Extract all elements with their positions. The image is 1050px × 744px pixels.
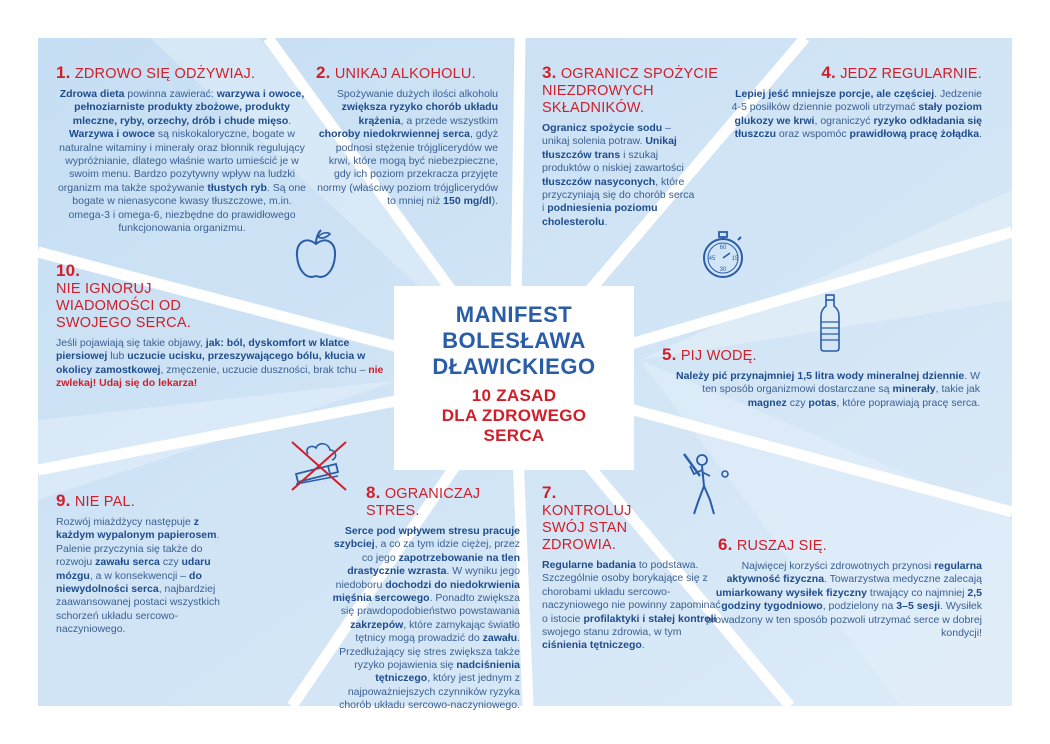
svg-text:30: 30 xyxy=(719,267,727,273)
highlight-segment: Ogranicz spożycie sodu xyxy=(542,122,663,134)
rule-5-text xyxy=(662,370,980,410)
highlight-segment: do niewydolności serca xyxy=(56,569,202,596)
highlight-segment: uczucie ucisku, przeszywającego bólu, kłucia w okolicy zamostkowej xyxy=(56,350,366,376)
rule-6-text xyxy=(700,560,982,640)
rule-9-heading xyxy=(56,492,288,511)
highlight-segment: 2,5 godziny tygodniowo xyxy=(721,586,982,613)
highlight-segment: Regularne badania xyxy=(542,559,636,571)
text-segment: , który jest jednym z najpoważniejszych czynników ryzyka chorób układu sercowo-naczyniowego. xyxy=(339,672,520,712)
highlight-segment: nie zwlekaj! Udaj się do lekarza! xyxy=(56,363,384,390)
rule-title: NIE PAL. xyxy=(74,494,135,510)
rule-6-panel xyxy=(700,536,982,640)
rule-2-panel xyxy=(316,64,498,209)
manifest-subtitle xyxy=(394,386,634,446)
text-segment: to podstawa. Szczególnie osoby borykające się z chorobami układu sercowo-naczyniowego nie powinny zapominać o istocie xyxy=(542,559,721,625)
text-segment: czy xyxy=(786,396,809,409)
rule-title: UNIKAJ ALKOHOLU. xyxy=(334,66,476,82)
highlight-segment: jak: ból, dyskomfort w klatce piersiowej xyxy=(56,337,350,363)
highlight-segment: umiarkowany wysiłek fizyczny xyxy=(715,586,868,599)
rule-7-heading xyxy=(542,484,728,554)
rule-1-panel xyxy=(56,64,308,235)
highlight-segment: warzywa i owoce, pełnoziarniste produkty zbożowe, produkty mleczne, ryby, orzechy, drób i chude mięso xyxy=(72,88,305,127)
rule-number: 9. xyxy=(56,491,71,510)
rule-number: 2. xyxy=(316,63,331,82)
text-segment: . xyxy=(979,128,982,141)
text-segment: , takie jak xyxy=(935,383,980,396)
highlight-segment: Zdrowa dieta xyxy=(59,88,125,100)
highlight-segment: 3–5 sesji xyxy=(896,600,941,613)
highlight-segment: dochodzi do niedokrwienia mięśnia sercowego xyxy=(332,578,520,605)
text-segment: Rozwój miażdżycy następuje xyxy=(56,516,194,528)
text-segment: powinna zawierać: xyxy=(124,88,217,100)
title-line: MANIFEST xyxy=(455,302,573,327)
text-segment: , a co za tym idzie ciężej, przez co jego xyxy=(361,538,520,564)
text-segment: . Ponadto zwiększa się prawdopodobieństwo powstawania xyxy=(340,592,520,618)
highlight-segment: Unikaj tłuszczów trans xyxy=(542,135,677,161)
center-title-box xyxy=(394,286,634,470)
text-segment: są niskokaloryczne, bogate w naturalne witaminy i minerały oraz błonnik regulujący wypróżnianie, dlatego właśnie warto umieścić je w swoim menu. Bardzo pozytywny wpływ na ludzki organizm ma także spożywanie xyxy=(57,128,305,194)
highlight-segment: magnez xyxy=(747,396,787,409)
text-segment: oraz wspomóc xyxy=(776,128,850,141)
rule-10-panel xyxy=(56,262,394,391)
text-segment: . Są one bogate w nienasycone kwasy tłuszczowe, m.in. omega-3 i omega-6, niezbędne do prawidłowego funkcjonowania organizmu. xyxy=(68,181,307,235)
highlight-segment: Warzywa i owoce xyxy=(68,128,155,141)
text-segment: , a w konsekwencji – xyxy=(89,569,190,582)
text-segment: , gdyż podnosi stężenie trójglicerydów we krwi, które mogą być niebezpieczne, gdy ich poziom przekracza przyjęte normy (właściwy poziom trójglicerydów to mniej niż xyxy=(317,128,498,208)
text-segment: . Przedłużający się stres zwiększa także ryzyko pojawienia się xyxy=(339,632,520,672)
rule-8-text xyxy=(300,525,520,713)
manifest-title xyxy=(394,302,634,380)
text-segment: czy xyxy=(159,556,182,569)
text-segment: ). xyxy=(491,195,498,208)
highlight-segment: regularna aktywność fizyczna xyxy=(726,560,982,586)
highlight-segment: nadciśnienia tętniczego xyxy=(375,659,520,685)
rule-2-text xyxy=(316,88,498,209)
rule-4-panel xyxy=(730,64,982,142)
rule-title: RUSZAJ SIĘ. xyxy=(736,538,827,554)
text-segment: Spożywanie dużych ilości alkoholu xyxy=(336,88,498,100)
text-segment: . W wyniku jego niedoboru xyxy=(335,565,520,591)
highlight-segment: tłustych ryb xyxy=(207,181,267,194)
rule-4-text xyxy=(730,88,982,142)
highlight-segment: Serce pod wpływem stresu pracuje szybciej xyxy=(333,525,520,551)
highlight-segment: ciśnienia tętniczego xyxy=(542,639,642,652)
highlight-segment: zapotrzebowanie na tlen drastycznie wzrasta xyxy=(347,551,520,578)
text-segment: , a przede wszystkim xyxy=(400,114,498,127)
highlight-segment: potas xyxy=(808,396,837,409)
text-segment: – unikaj solenia potraw. xyxy=(542,122,671,148)
highlight-segment: Należy pić przynajmniej 1,5 litra wody mineralnej dziennie xyxy=(675,370,965,382)
text-segment: swojego stanu zdrowia, w tym xyxy=(542,626,682,639)
rule-3-text xyxy=(542,122,728,229)
text-segment: , które poprawiają pracę serca. xyxy=(836,396,980,409)
rule-number: 8. xyxy=(366,483,381,502)
text-segment: lub xyxy=(107,350,128,363)
rule-7-panel xyxy=(542,484,728,653)
svg-text:60: 60 xyxy=(719,245,727,251)
rule-title: NIE IGNORUJ WIADOMOŚCI OD SWOJEGO SERCA. xyxy=(56,281,191,331)
text-segment: . Towarzystwa medyczne zalecają xyxy=(824,573,982,586)
rule-number: 7. xyxy=(542,483,557,502)
rule-6-heading xyxy=(700,536,982,555)
text-segment: . xyxy=(604,215,608,228)
highlight-segment: ryzyko odkładania się tłuszczu xyxy=(734,114,982,141)
highlight-segment: zawału xyxy=(482,632,518,645)
highlight-segment: zawału serca xyxy=(95,556,160,569)
rule-number: 10. xyxy=(56,261,81,280)
text-segment: . Jedzenie 4-5 posiłków dziennie pozwoli utrzymać xyxy=(731,88,982,114)
text-segment: , które przyczyniają się do chorób serca i xyxy=(542,175,695,215)
text-segment: . xyxy=(288,114,292,127)
rule-2-heading xyxy=(316,64,498,83)
rule-number: 6. xyxy=(718,535,733,554)
text-segment: . Wysiłek prowadzony w ten sposób pozwoli utrzymać serce w dobrej kondycji! xyxy=(705,600,982,640)
no-smoking-icon xyxy=(286,438,352,494)
text-segment: , najbardziej zaawansowanej postaci wszystkich schorzeń układu sercowo-naczyniowego. xyxy=(56,583,220,636)
text-segment: , które zamykając światło tętnicy mogą prowadzić do xyxy=(355,618,520,645)
rule-5-panel xyxy=(662,346,980,410)
stopwatch-icon xyxy=(700,228,746,280)
rule-9-text xyxy=(56,516,288,637)
rule-10-heading xyxy=(56,262,394,332)
text-segment: . Palenie przyczynia się także do rozwoju xyxy=(56,529,220,569)
water-bottle-icon xyxy=(818,294,842,352)
rule-4-heading xyxy=(730,64,982,83)
svg-text:15: 15 xyxy=(731,256,739,262)
text-segment: , ograniczyć xyxy=(814,114,874,127)
text-segment: . xyxy=(641,639,645,652)
highlight-segment: zakrzepów xyxy=(350,618,404,631)
rule-7-text xyxy=(542,559,728,653)
highlight-segment: choroby niedokrwiennej serca xyxy=(318,128,470,141)
highlight-segment: zwiększa ryzyko chorób układu krążenia xyxy=(341,101,498,127)
rule-title: KONTROLUJ SWÓJ STAN ZDROWIA. xyxy=(542,503,632,553)
subtitle-line: SERCA xyxy=(483,426,545,445)
rule-8-panel xyxy=(300,484,520,713)
title-line: DŁAWICKIEGO xyxy=(432,354,596,379)
highlight-segment: podniesienia poziomu cholesterolu xyxy=(542,202,658,228)
rule-9-panel xyxy=(56,492,288,637)
rule-number: 4. xyxy=(821,63,836,82)
rule-number: 5. xyxy=(662,345,677,364)
subtitle-line: DLA ZDROWEGO xyxy=(441,406,587,425)
rule-title: ZDROWO SIĘ ODŻYWIAJ. xyxy=(74,66,256,82)
rule-number: 3. xyxy=(542,63,557,82)
rule-3-heading xyxy=(542,64,728,117)
highlight-segment: Lepiej jeść mniejsze porcje, ale częściej xyxy=(735,88,935,100)
title-line: BOLESŁAWA xyxy=(442,328,586,353)
highlight-segment: udaru mózgu xyxy=(56,556,211,582)
highlight-segment: tłuszczów nasyconych xyxy=(542,175,656,188)
rule-title: JEDZ REGULARNIE. xyxy=(840,66,982,82)
rule-3-panel xyxy=(542,64,728,229)
rule-title: OGRANICZ SPOŻYCIE NIEZDROWYCH SKŁADNIKÓW. xyxy=(542,66,719,116)
highlight-segment: minerały xyxy=(892,383,936,396)
text-segment: trwający co najmniej xyxy=(867,586,968,599)
rule-number: 1. xyxy=(56,63,71,82)
rule-1-text xyxy=(56,88,308,235)
subtitle-line: 10 ZASAD xyxy=(471,386,557,405)
text-segment: Najwięcej korzyści zdrowotnych przynosi xyxy=(741,560,935,572)
svg-text:45: 45 xyxy=(708,256,716,262)
rule-10-text xyxy=(56,337,394,391)
text-segment: , zmęczenie, uczucie duszności, brak tchu – xyxy=(160,363,369,376)
rule-1-heading xyxy=(56,64,308,83)
rule-title: PIJ WODĘ. xyxy=(680,348,757,364)
text-segment: , podzielony na xyxy=(822,600,897,613)
text-segment: Jeśli pojawiają się takie objawy, xyxy=(56,337,206,349)
highlight-segment: profilaktyki i stałej kontroli xyxy=(583,612,717,625)
highlight-segment: prawidłową pracę żołądka xyxy=(849,128,980,141)
highlight-segment: z każdym wypalonym papierosem xyxy=(56,516,217,542)
highlight-segment: stały poziom glukozy we krwi xyxy=(734,101,982,127)
rule-title: OGRANICZAJ STRES. xyxy=(366,486,481,519)
highlight-segment: 150 mg/dl xyxy=(443,195,492,208)
text-segment: . W ten sposób organizmowi dostarczane są xyxy=(702,370,980,396)
text-segment: i szukaj produktów o niskiej zawartości xyxy=(542,148,684,175)
